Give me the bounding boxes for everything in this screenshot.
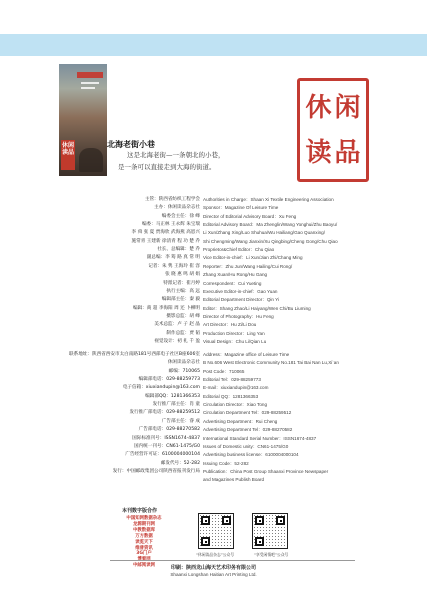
credit-label-en: Zhang Xuan/Hu Rong/Hu Gang [203, 272, 268, 278]
credit-label-en: Production Director：Ling Yan [203, 330, 265, 336]
credit-label-en: Visual Design：Chu Li/Qian Lu [203, 338, 267, 344]
credit-label-cn: 记者：朱 隽 王海玲 崔 容 [148, 263, 200, 269]
credit-label-cn: 张 晓 惠 鸣 胡 娟 [165, 272, 200, 278]
credit-label-en: International Standard Serial Number：ISSN1674-4837 [203, 435, 317, 441]
credit-label-en: Shi Chengming/Wang Jianxin/Xu Qingbing/Cheng Gong/Chu Qiao [203, 238, 338, 244]
credit-label-en: Correspondent：Cui Yueting [203, 280, 262, 286]
magazine-seal-logo [297, 78, 369, 182]
cover-line [81, 82, 99, 84]
credit-label-cn: 编辑部主任：秦 毅 [161, 297, 200, 303]
credit-label-en: Issues of Domestic unity：CN61-1475/G0 [203, 443, 289, 449]
credit-label-en: Circulation Department Tel：029-88259512 [203, 410, 292, 416]
credit-label-en: Executive Editor-in-chief：Gao Yuan [203, 288, 278, 294]
seal-char: 读 [305, 137, 332, 168]
credit-label-en: and Magazines Publish Board [203, 477, 265, 483]
digital-partner: 龙源期刊网 [133, 521, 155, 527]
credit-label-en: Address：Magazine office of Leisure Time [203, 352, 290, 357]
credit-label-en: Advertising Department Tel：029-88270582 [203, 427, 293, 433]
cover-logo: 休闲读品 [61, 140, 75, 170]
qr-code-leisure-reading [198, 513, 234, 549]
seal-char: 休 [305, 92, 332, 123]
digital-partner: 中教数据库 [133, 527, 155, 533]
digital-partner: 3G门户 [136, 551, 152, 557]
digital-partner: 万方数据 [135, 533, 153, 539]
credit-label-en: Li Xun/Zhang Xing/Luo Shuhua/Wu Hailiang/Gao Quanxing/ [203, 230, 325, 236]
credit-label-cn: 主管：陕西省纺织工程学会 [144, 197, 200, 202]
qr-finder [255, 537, 264, 546]
qr-caption: “休闲读品杂志”公众号 [196, 552, 235, 557]
credit-label-en: Editorial Tel：029-88259773 [203, 377, 261, 383]
printer-chinese: 印刷：陕西龙山海天艺术印务有限公司 [170, 565, 256, 571]
credit-label-en: Editorial Advisory Board：Ma Zhenglin/Wang Yonghui/Zhu Baoyu/ [203, 222, 338, 228]
cover-figures [79, 148, 103, 172]
cover-line [81, 87, 95, 89]
credit-label-cn: 广告部电话：029-88270582 [138, 427, 200, 433]
credit-label-cn: 发行推广部电话：029-88259512 [129, 410, 200, 416]
credit-label-cn: 休闲读品杂志社 [167, 360, 200, 366]
credit-label-en: Advertising business license：6100004000104 [203, 452, 299, 458]
credit-label-en: Director of Editorial Advisory Board：Xu Feng [203, 213, 297, 219]
credit-label-en: Editor：Shang Zhao/Li Haiyang/Wen Chi/Bu Liuming [203, 305, 311, 311]
seal-char: 闲 [334, 92, 361, 123]
cover-tag [77, 72, 103, 78]
credit-label-cn: 广告经营许可证：6100004000104 [125, 452, 200, 458]
credit-label-cn: 副总编：李 筠 路 真 常 明 [146, 255, 200, 261]
credit-label-en: Sponsor：Magazine Of Leisure Time [203, 205, 279, 211]
credit-label-cn: 广告部主任：睿 成 [161, 418, 200, 424]
qr-finder [201, 537, 210, 546]
credit-label-en: B No.606 West Electronic Community No.181 Tai Bai Nan Lu,Xi`an [203, 360, 339, 366]
credit-label-cn: 摄影总监：胡 峰 [166, 313, 200, 319]
cover-story-title: 北海老街小巷 [107, 140, 155, 149]
credit-label-en: Circulation Director：Xiao Tong [203, 402, 268, 408]
qr-code-enjoy-leisure [252, 513, 288, 549]
seal-char: 品 [334, 137, 361, 168]
credit-label-cn: 联系地址：陕西省西安市太白南路181号西部电子社区B座606室 [69, 352, 200, 357]
qr-finder [276, 516, 285, 525]
credit-label-en: Vice Editor-in-chief：Li Xun/Jian Zhi/Chang Ming [203, 255, 303, 261]
credit-label-cn: 国内统一刊号：CN61-1475/G0 [133, 443, 200, 449]
credit-label-cn: 施常青 王建新 徐清青 程 功 楚 乔 [131, 238, 200, 244]
digital-partner-list [124, 516, 164, 569]
credit-label-cn: 特派记者：崔月婷 [163, 280, 200, 286]
credit-label-cn: 视觉设计：初 礼 千 盈 [154, 338, 200, 344]
qr-caption: “享受闲情吧”公众号 [254, 552, 289, 557]
credit-label-en: Proprietor&Chief Editor：Chu Qiao [203, 247, 275, 253]
credit-label-cn: 编辑部QQ：1281366353 [145, 393, 200, 399]
cover-story-desc: 是一条可以直接走到大海的街道。 [118, 163, 216, 171]
credit-label-cn: 编委：马正林 王永辉 朱宝瑞 [141, 222, 200, 228]
qr-finder [255, 516, 264, 525]
credit-label-en: Issuing Code：52-282 [203, 460, 249, 466]
credit-label-cn: 社长、总编辑：楚 乔 [157, 247, 200, 253]
credit-label-en: Advertising Department：Rui Cheng [203, 418, 278, 424]
credit-label-cn: 美术总监：卢 子 赵 晶 [154, 322, 200, 328]
top-color-band [0, 34, 427, 56]
credit-label-en: Authorities in Charge：Shaan Xi Textile Engineering Association [203, 197, 334, 202]
qr-finder [201, 516, 210, 525]
credit-label-en: E-mail：xiuxiandupin@163.com [203, 385, 269, 391]
credit-label-cn: 编辑：商 超 李海阳 周 还 卜柳明 [132, 305, 200, 311]
cover-story-desc: 这是北海老街—一条朝北的小巷， [127, 151, 225, 159]
digital-partner: 中国知网数据杂志 [126, 516, 162, 521]
printer-english: Shaanxi Longshan Haitian Art Printing Ltd. [170, 572, 257, 577]
credit-label-en: Post Code：710065 [203, 368, 245, 374]
digital-partner: 读览天下 [135, 539, 153, 545]
credit-label-cn: 国际标准刊号：ISSN1674-4837 [132, 435, 200, 441]
digital-partner: 博看网 [137, 557, 151, 563]
credit-label-cn: 编委会主任：徐 峰 [161, 213, 200, 219]
digital-cooperation-title: 本刊数字版合作 [122, 508, 158, 514]
credit-label-cn: 执行主编：高 远 [166, 288, 200, 294]
credit-label-cn: 李 舜 张 夏 贾海欣 武海燕 高恩兴 [131, 230, 200, 236]
digital-partner: 中邮阅读网 [133, 563, 155, 569]
credit-label-en: Reporter：Zhu Jun/Wang Hailing/Cui Rong/ [203, 263, 293, 269]
qr-finder [222, 516, 231, 525]
credit-label-en: Editorial Department Director：Qin Yi [203, 297, 280, 303]
credit-label-cn: 邮编：710065 [168, 368, 200, 374]
credit-label-cn: 电子信箱：xiuxiandupin@163.com [122, 385, 200, 391]
credit-label-en: Director of Photography：Hu Feng [203, 313, 274, 319]
divider [110, 560, 355, 561]
credit-label-cn: 编辑部电话：029-88259773 [138, 377, 200, 383]
credit-label-en: Art Director：Hu Zi/Li Dou [203, 322, 257, 328]
credit-label-cn: 主办：休闲读品杂志社 [154, 205, 200, 211]
credit-label-cn: 邮发代号：52-282 [160, 460, 200, 466]
credit-label-en: Publication：China Post Group Shaanxi Province Newspaper [203, 468, 329, 474]
credit-label-cn: 制作总监：贾 韬 [166, 330, 200, 336]
cover-thumbnail [59, 64, 107, 176]
credit-label-cn: 发行推广部主任：肖 童 [152, 402, 200, 408]
credit-label-cn: 发行：中国邮政集团公司陕西省报刊发行局 [112, 468, 200, 474]
digital-partner: 维普资讯 [135, 545, 153, 551]
credit-label-en: Editorial QQ：1281366353 [203, 393, 259, 399]
